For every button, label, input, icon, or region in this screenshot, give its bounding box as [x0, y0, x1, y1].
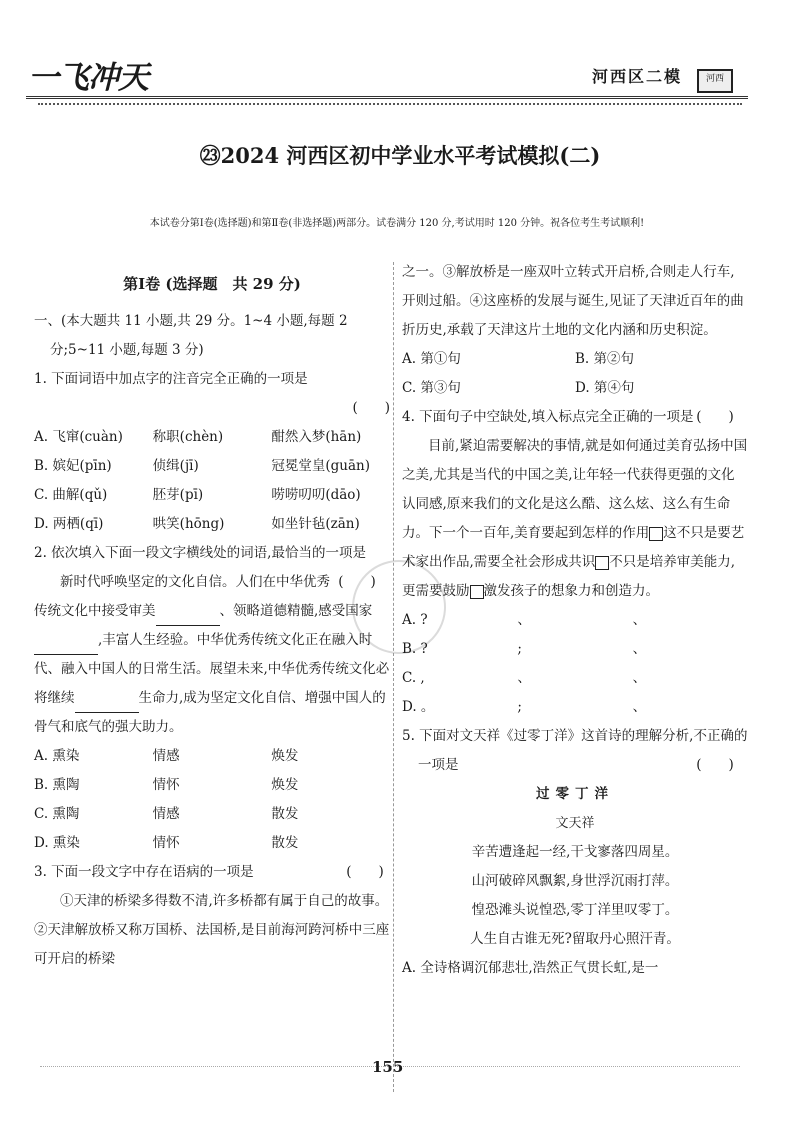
section-heading: 第Ⅰ卷 (选择题 共 29 分) — [123, 275, 301, 293]
q1-stem — [34, 365, 390, 394]
header-rule — [26, 96, 748, 99]
option-row — [34, 423, 390, 452]
option-cell: ; — [517, 699, 522, 715]
option-cell: D. 第④句 — [575, 380, 635, 396]
blank-box-3 — [470, 585, 484, 599]
option-row — [402, 693, 748, 722]
q5-option-a: A. 全诗格调沉郁悲壮,浩然正气贯长虹,是一 — [402, 960, 659, 976]
option-cell: 酣然入梦(hān) — [271, 429, 362, 445]
right-column — [402, 258, 748, 983]
q4-stem — [402, 403, 748, 432]
option-cell: 唠唠叨叨(dāo) — [271, 487, 361, 503]
poem-author: 文天祥 — [555, 816, 595, 831]
q5-text: 5. 下面对文天祥《过零丁洋》这首诗的理解分析,不正确的一项是 — [402, 728, 748, 773]
option-row — [402, 664, 748, 693]
blank-box-1 — [649, 527, 663, 541]
q4-passage-1: 目前,紧迫需要解决的事情,就是如何通过美育弘扬中国之美,尤其是当代的中国之美,让年轻一代获得更强的文化认同感,原来我们的文化是这么酷、这么炫、这么有生命力。下一个一百年,美育要起到怎样的作用 — [402, 438, 748, 541]
q5-bracket: ( ) — [696, 757, 734, 773]
poem-lines — [402, 838, 748, 954]
q2-bracket: ( ) — [338, 574, 376, 590]
option-cell: 、 — [632, 612, 647, 628]
q2-passage-1: 新时代呼唤坚定的文化自信。人们在中华优秀传统文化中接受审美 — [34, 574, 330, 619]
poem-line: 辛苦遭逢起一经,干戈寥落四周星。 — [471, 844, 679, 860]
q2-text: 2. 依次填入下面一段文字横线处的词语,最恰当的一项是 — [34, 545, 366, 561]
option-cell: C. 熏陶 — [34, 806, 80, 822]
q1-options — [34, 423, 390, 539]
q1-bracket: ( ) — [352, 400, 390, 416]
option-cell: 、 — [517, 670, 531, 686]
exam-region-label: 河西区二模 — [592, 67, 683, 86]
option-cell: ; — [517, 641, 522, 657]
option-row — [34, 742, 390, 771]
option-cell: 如坐针毡(zān) — [271, 516, 360, 532]
blank-box-2 — [595, 556, 609, 570]
option-cell: A. 飞窜(cuàn) — [34, 429, 123, 445]
q4-passage — [402, 432, 748, 606]
q2-options — [34, 742, 390, 858]
option-row — [402, 635, 748, 664]
option-cell: 、 — [632, 699, 647, 715]
left-column — [34, 270, 390, 974]
option-row — [402, 345, 748, 374]
q4-passage-2: 这不只是要艺术家出作品,需要全社会形成共识 — [402, 525, 745, 570]
option-cell: A. 第①句 — [402, 351, 461, 367]
option-row — [34, 510, 390, 539]
option-cell: 侦缉(jī) — [152, 458, 199, 474]
option-cell: B. 嫔妃(pīn) — [34, 458, 112, 474]
q2-passage-3: ,丰富人生经验。中华优秀传统文化正在融入时代、融入中国人的日常生活。展望未来,中华优秀传统文化必将继续 — [34, 632, 390, 706]
poem-line: 人生自古谁无死?留取丹心照汗青。 — [470, 931, 680, 947]
page-number: 155 — [372, 1058, 404, 1076]
option-cell: 、 — [632, 641, 647, 657]
option-cell: 称职(chèn) — [152, 429, 224, 445]
poem-title: 过零丁洋 — [536, 786, 614, 802]
exam-title: ㉓2024 河西区初中学业水平考试模拟(二) — [199, 143, 601, 168]
option-cell: 情感 — [152, 748, 180, 764]
option-row — [34, 829, 390, 858]
option-cell: A. ? — [402, 612, 428, 628]
option-cell: B. 熏陶 — [34, 777, 80, 793]
option-row — [34, 771, 390, 800]
q3-bracket: ( ) — [346, 864, 384, 880]
option-cell: 哄笑(hōng) — [152, 516, 225, 532]
blank-2 — [34, 636, 98, 655]
option-cell: D. 两栖(qī) — [34, 516, 104, 532]
option-cell: A. 熏染 — [34, 748, 80, 764]
option-cell: C. 曲解(qǔ) — [34, 487, 108, 503]
q4-passage-4: 激发孩子的想象力和创造力。 — [483, 583, 659, 599]
option-cell: 冠冕堂皇(guān) — [271, 458, 370, 474]
option-cell: 焕发 — [271, 748, 299, 764]
q3-passage-cont: 之一。③解放桥是一座双叶立转式开启桥,合则走人行车,开则过船。④这座桥的发展与诞生,见证了天津近百年的曲折历史,承载了天津这片土地的文化内涵和历史积淀。 — [402, 264, 744, 338]
q4-options — [402, 606, 748, 722]
option-row — [402, 374, 748, 403]
q3-passage: ①天津的桥梁多得数不清,许多桥都有属于自己的故事。②天津解放桥又称万国桥、法国桥,是目前海河跨河桥中三座可开启的桥梁 — [34, 893, 390, 967]
q3-text: 3. 下面一段文字中存在语病的一项是 — [34, 864, 254, 880]
option-cell: 情怀 — [152, 777, 180, 793]
option-cell: C. 第③句 — [402, 380, 461, 396]
option-cell: B. ? — [402, 641, 428, 657]
q2-passage — [34, 568, 390, 742]
option-cell: 、 — [517, 612, 531, 628]
option-row — [34, 800, 390, 829]
option-cell: C. , — [402, 670, 425, 686]
header-dotted-rule — [38, 103, 742, 105]
poem-line: 惶恐滩头说惶恐,零丁洋里叹零丁。 — [471, 902, 679, 918]
q2-stem — [34, 539, 390, 590]
option-cell: D. 。 — [402, 699, 435, 715]
option-cell: D. 熏染 — [34, 835, 80, 851]
option-cell: B. 第②句 — [575, 351, 635, 367]
option-cell: 、 — [632, 670, 647, 686]
exam-instructions: 本试卷分第Ⅰ卷(选择题)和第Ⅱ卷(非选择题)两部分。试卷满分 120 分,考试用时 120 分钟。祝各位考生考试顺利! — [149, 218, 645, 229]
option-cell: 情怀 — [152, 835, 180, 851]
option-cell: 胚芽(pī) — [152, 487, 204, 503]
blank-3 — [75, 694, 139, 713]
q4-bracket: ( ) — [696, 409, 734, 425]
part-heading: 一、(本大题共 11 小题,共 29 分。1~4 小题,每题 2 分;5~11 小题,每题 3 分) — [34, 313, 348, 358]
option-row — [402, 606, 748, 635]
option-row — [34, 452, 390, 481]
option-cell: 散发 — [271, 806, 299, 822]
q1-text: 1. 下面词语中加点字的注音完全正确的一项是 — [34, 371, 308, 387]
q5-stem — [402, 722, 748, 780]
brand-logo: 一飞冲天 — [28, 60, 148, 96]
q2-passage-4: 生命力,成为坚定文化自信、增强中国人的骨气和底气的强大助力。 — [34, 690, 386, 735]
q4-passage-3: 不只是培养审美能力,更需要鼓励 — [402, 554, 736, 599]
option-cell: 焕发 — [271, 777, 299, 793]
poem-line: 山河破碎风飘絮,身世浮沉雨打萍。 — [471, 873, 679, 889]
column-divider — [393, 262, 394, 1092]
blank-1 — [156, 607, 220, 626]
region-tab: 河西 — [697, 69, 733, 93]
q3-stem — [34, 858, 390, 887]
q4-text: 4. 下面句子中空缺处,填入标点完全正确的一项是 — [402, 409, 694, 425]
q3-options — [402, 345, 748, 403]
option-row — [34, 481, 390, 510]
option-cell: 散发 — [271, 835, 299, 851]
option-cell: 情感 — [152, 806, 180, 822]
q2-passage-2: 、领略道德精髓,感受国家 — [219, 603, 373, 619]
